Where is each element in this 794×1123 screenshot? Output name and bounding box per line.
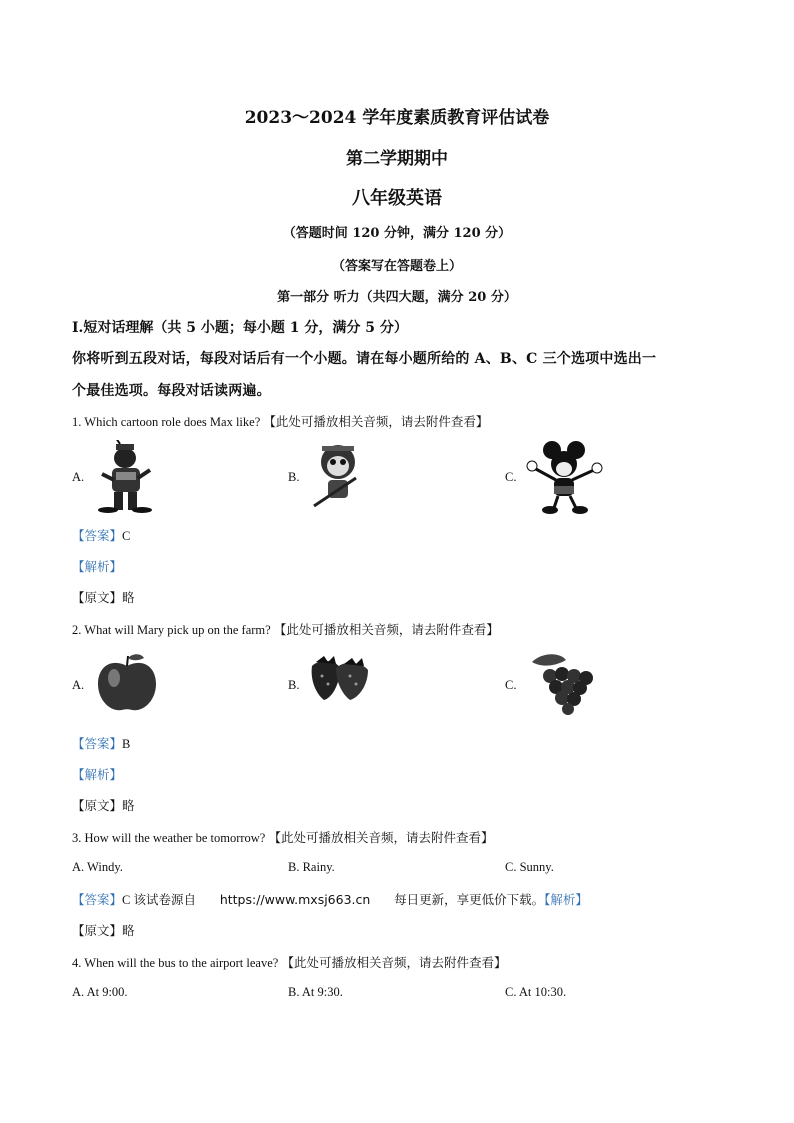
original-label: 【原文】 — [72, 798, 123, 813]
exam-title: 2023～2024 学年度素质教育评估试卷 — [244, 108, 550, 128]
option-b: B. At 9:30. — [288, 985, 343, 999]
question-text: 1. Which cartoon role does Max like? — [72, 415, 261, 429]
audio-note: 【此处可播放相关音频，请去附件查看】 — [273, 622, 499, 637]
exam-term: 第二学期期中 — [346, 149, 448, 169]
original-line-1 — [72, 588, 135, 606]
question-2 — [72, 620, 499, 638]
analysis-label: 【解析】 — [544, 892, 588, 907]
original-line-3 — [72, 921, 135, 939]
original-value: 略 — [122, 923, 135, 938]
answer-line-2 — [72, 734, 130, 752]
instruction-line-2: 个最佳选项。每段对话读两遍。 — [72, 383, 271, 399]
soldier-cartoon-picture — [90, 440, 160, 515]
option-label: C. — [505, 678, 517, 692]
option-c: C. Sunny. — [505, 860, 554, 874]
option-label: A. — [72, 470, 85, 484]
instruction-line-1: 你将听到五段对话，每段对话后有一个小题。请在每小题所给的 A、B、C 三个选项中选出一 — [72, 351, 657, 367]
question-text: 2. What will Mary pick up on the farm? — [72, 623, 271, 637]
option-a: A. Windy. — [72, 860, 123, 874]
section-title: Ⅰ.短对话理解（共 5 小题；每小题 1 分，满分 5 分） — [72, 320, 408, 336]
time-note: （答题时间 120 分钟，满分 120 分） — [282, 226, 512, 241]
option-label: B. — [288, 470, 300, 484]
option-b: B. Rainy. — [288, 860, 335, 874]
original-label: 【原文】 — [72, 923, 123, 938]
option-label: A. — [72, 678, 85, 692]
audio-note: 【此处可播放相关音频，请去附件查看】 — [263, 414, 489, 429]
question-4 — [72, 953, 506, 971]
original-value: 略 — [122, 798, 135, 813]
question-text: 4. When will the bus to the airport leave? — [72, 956, 279, 970]
analysis-label: 【解析】 — [72, 559, 123, 574]
answer-label: 【答案】 — [72, 736, 123, 751]
option-label: B. — [288, 678, 300, 692]
mickey-mouse-picture — [520, 440, 605, 515]
original-label: 【原文】 — [72, 590, 123, 605]
question-3 — [72, 828, 494, 846]
answer-value: C — [122, 529, 131, 543]
source-note: 该试卷源自 https://www.mxsj663.cn 每日更新，享更低价下载。 — [133, 892, 545, 907]
answer-line-1 — [72, 526, 130, 544]
option-a: A. At 9:00. — [72, 985, 128, 999]
answer-value: C — [122, 893, 131, 907]
answer-line-3 — [72, 890, 588, 908]
original-value: 略 — [122, 590, 135, 605]
part-title: 第一部分 听力（共四大题，满分 20 分） — [277, 290, 517, 305]
original-line-2 — [72, 796, 135, 814]
analysis-line-1 — [72, 557, 122, 575]
answer-label: 【答案】 — [72, 892, 123, 907]
answer-label: 【答案】 — [72, 528, 123, 543]
question-1 — [72, 412, 488, 430]
strawberry-picture — [306, 654, 376, 704]
exam-subject: 八年级英语 — [352, 188, 442, 209]
audio-note: 【此处可播放相关音频，请去附件查看】 — [281, 955, 507, 970]
answer-note: （答案写在答题卷上） — [331, 259, 462, 274]
answer-value: B — [122, 737, 131, 751]
option-c: C. At 10:30. — [505, 985, 567, 999]
monkey-king-picture — [306, 440, 366, 510]
question-text: 3. How will the weather be tomorrow? — [72, 831, 266, 845]
analysis-line-2 — [72, 765, 122, 783]
grapes-picture — [526, 652, 601, 717]
audio-note: 【此处可播放相关音频，请去附件查看】 — [268, 830, 494, 845]
apple-picture — [92, 652, 162, 714]
analysis-label: 【解析】 — [72, 767, 123, 782]
option-label: C. — [505, 470, 517, 484]
